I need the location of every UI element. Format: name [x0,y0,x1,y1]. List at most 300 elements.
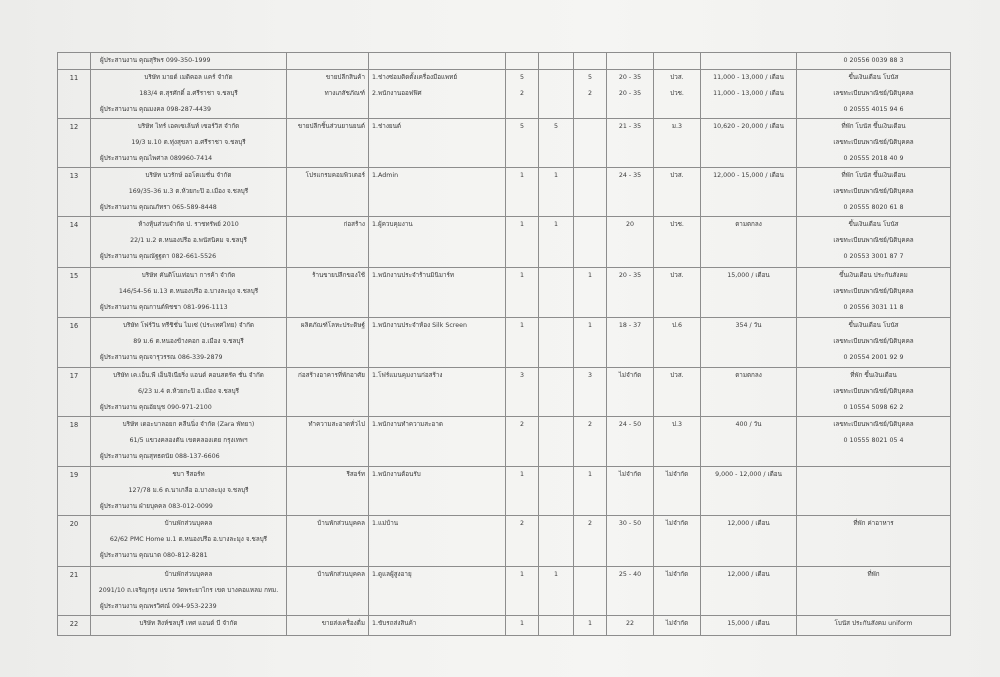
benefit-line: ขึ้นเงินเดือน โบนัส [848,221,899,228]
position-item: 1.ขับรถส่งสินค้า [372,620,417,627]
education-level: ปวส. [670,372,684,379]
cell-salary [701,616,797,636]
cell-male [539,318,574,368]
cell-age [607,467,654,516]
benefit-line: 0 20554 2001 92 9 [843,354,904,361]
cell-female [574,417,607,467]
benefit-line: ขึ้นเงินเดือน โบนัส [848,322,899,329]
cell-salary [701,318,797,368]
cell-salary [701,467,797,516]
cell-company [91,616,287,636]
cell-total [506,268,539,318]
cell-salary [701,119,797,168]
position-item: 1.ช่างยนต์ [372,123,401,130]
position-item: 1.ช่างซ่อมติดตั้งเครื่องมือแพทย์ [372,74,458,81]
cell-education [654,368,701,417]
cell-salary [701,567,797,616]
benefit-line: ขึ้นเงินเดือน ประกันสังคม [839,272,908,279]
cell-company [91,268,287,318]
age-range: 25 - 40 [618,571,642,578]
company-line: บ้านพักส่วนบุคคล [164,571,213,578]
total-count: 1 [519,620,524,627]
cell-company [91,119,287,168]
table-row [58,417,951,467]
total-count: 1 [519,221,524,228]
position-item: 1.พนักงานประจำร้านมินิมาร์ท [372,272,455,279]
education-level: ไม่จำกัด [665,620,689,627]
total-count: 1 [519,172,524,179]
cell-education [654,516,701,567]
company-line: บริษัท คันติโนเท่อนา การค้า จำกัด [141,272,236,279]
cell-positions [369,368,506,417]
cell-male [539,53,574,70]
cell-total [506,417,539,467]
cell-no [58,467,91,516]
cell-total [506,318,539,368]
cell-salary [701,268,797,318]
female-count: 1 [587,272,592,279]
company-line: ผู้ประสานงาน คุณอัยนุช 090-971-2100 [100,404,212,411]
cell-salary [701,417,797,467]
company-line: ผู้ประสานงาน คุณณัฐฐดา 082-661-5526 [100,253,217,260]
company-line: 22/1 ม.2 ต.หนองปรือ อ.พนัสนิคม จ.ชลบุรี [130,237,247,244]
position-item: 1.พนักงานทำความสะอาด [372,421,443,428]
cell-company [91,368,287,417]
cell-benefit [797,217,951,268]
cell-no [58,616,91,636]
company-line: 146/54-56 ม.13 ต.หนองปรือ อ.บางละมุง จ.ชลบุรี [118,288,259,295]
company-line: ผู้ประสานงาน คุณสุทธดนัย 088-137-6606 [100,453,220,460]
cell-education [654,168,701,217]
row-number: 21 [69,571,79,579]
education-level: ไม่จำกัด [665,471,689,478]
business-type: ร้านขายปลีกของใช้ [312,272,365,279]
cell-female [574,217,607,268]
cell-male [539,467,574,516]
education-level: ไม่จำกัด [665,571,689,578]
salary-text: 10,620 - 20,000 / เดือน [713,123,784,130]
cell-company [91,168,287,217]
cell-positions [369,217,506,268]
cell-age [607,168,654,217]
business-type: บ้านพักส่วนบุคคล [317,520,365,527]
cell-business [287,616,369,636]
cell-male [539,70,574,119]
business-type: ก่อสร้างอาคารที่พักอาศัย [298,372,365,379]
cell-benefit [797,467,951,516]
business-type: ขายปลีกชิ้นส่วนยานยนต์ [297,123,365,130]
cell-business [287,70,369,119]
total-count: 5 [519,123,524,130]
cell-no [58,516,91,567]
cell-female [574,70,607,119]
cell-business [287,168,369,217]
company-line: 61/5 แขวงคลองตัน เขตคลองเตย กรุงเทพฯ [129,437,248,444]
benefit-line: 0 10555 8021 05 4 [843,437,904,444]
row-number: 22 [69,620,79,628]
cell-business [287,268,369,318]
total-count: 2 [519,421,524,428]
total-count: 3 [519,372,524,379]
company-line: บริษัท โฟร์วิน ทรีชิชั่น ไมเซ่ (ประเทศไทย) จำกัด [123,322,254,329]
cell-benefit [797,119,951,168]
age-range: 22 [625,620,634,627]
age-range: 24 - 50 [618,421,642,428]
education-level: ปวส. [670,172,684,179]
cell-salary [701,70,797,119]
age-range: 20 [625,221,634,228]
position-item: 1.พนักงานประจำห้อง Silk Screen [372,322,467,329]
cell-company [91,217,287,268]
row-number: 11 [69,74,79,82]
cell-total [506,516,539,567]
company-line: 19/3 ม.10 ต.ทุ่งสุขลา อ.ศรีราชา จ.ชลบุรี [131,139,246,146]
company-line: 169/35-36 ม.3 ต.ห้วยกะปิ อ.เมือง จ.ชลบุรี [128,188,249,195]
total-count: 1 [519,571,524,578]
salary-text: 12,000 / เดือน [727,571,770,578]
business-type: ขายปลีกสินค้า [325,74,365,81]
cell-male [539,268,574,318]
age-range: 20 - 35 [618,74,642,81]
cell-positions [369,616,506,636]
cell-education [654,467,701,516]
total-count: 1 [519,272,524,279]
cell-no [58,217,91,268]
female-count: 3 [587,372,592,379]
business-type: ก่อสร้าง [343,221,365,228]
position-item: 2.พนักงานออฟฟิศ [372,90,422,97]
salary-text: ตามตกลง [735,221,762,228]
cell-total [506,368,539,417]
business-type: ขายส่งเครื่องดื่ม [321,620,365,627]
cell-positions [369,417,506,467]
total-count: 1 [519,322,524,329]
cell-business [287,516,369,567]
cell-positions [369,119,506,168]
business-type: โปรแกรมคอมพิวเตอร์ [305,172,365,179]
age-range: ไม่จำกัด [618,471,642,478]
female-count: 1 [587,471,592,478]
cell-age [607,119,654,168]
salary-text: 9,000 - 12,000 / เดือน [715,471,782,478]
female-count: 1 [587,620,592,627]
cell-benefit [797,268,951,318]
age-range: ไม่จำกัด [618,372,642,379]
cell-education [654,567,701,616]
cell-salary [701,368,797,417]
company-line: 62/62 PMC Home ม.1 ต.หนองปรือ อ.บางละมุง จ.ชลบุรี [109,536,268,543]
cell-total [506,119,539,168]
company-line: 2091/10 ถ.เจริญกรุง แขวง วัดพระยาไกร เขต บางคอแหลม กทม. [98,587,279,594]
total-count: 5 [519,74,524,81]
benefit-line: 0 20555 8020 61 8 [843,204,904,211]
cell-female [574,467,607,516]
cell-male [539,616,574,636]
cell-total [506,467,539,516]
benefit-line: 0 20555 4015 94 6 [843,106,904,113]
salary-text: 400 / วัน [735,421,762,428]
cell-female [574,168,607,217]
cell-no [58,567,91,616]
cell-no [58,368,91,417]
cell-age [607,53,654,70]
cell-benefit [797,368,951,417]
row-number: 19 [69,471,79,479]
position-item: 1.Admin [372,172,399,179]
row-number: 20 [69,520,79,528]
cell-no [58,168,91,217]
cell-benefit [797,318,951,368]
salary-text: 15,000 / เดือน [727,272,770,279]
cell-female [574,268,607,318]
company-line: ผู้ประสานงาน คุณมงคล 098-287-4439 [100,106,212,113]
total-count: 2 [519,520,524,527]
cell-company [91,567,287,616]
cell-education [654,217,701,268]
company-line: บริษัท สิงห์ชลบุรี เทศ แอนด์ บี จำกัด [139,620,238,627]
company-line: ห้างหุ้นส่วนจำกัด ป. ราชทรัพย์ 2010 [138,221,239,228]
business-type: รีสอร์ท [346,471,365,478]
cell-education [654,119,701,168]
cell-company [91,417,287,467]
cell-business [287,368,369,417]
row-number: 12 [69,123,79,131]
cell-age [607,567,654,616]
cell-female [574,616,607,636]
cell-total [506,168,539,217]
row-number: 15 [69,272,79,280]
table-row [58,268,951,318]
company-line: บ้านพักส่วนบุคคล [164,520,213,527]
cell-female [574,53,607,70]
cell-female [574,119,607,168]
cell-education [654,417,701,467]
age-range: 18 - 37 [618,322,642,329]
cell-positions [369,516,506,567]
female-count: 1 [587,322,592,329]
female-count: 2 [587,520,592,527]
company-line: ผู้ประสานงาน คุณพรวิศณ์ 094-953-2239 [100,603,217,610]
cell-no [58,318,91,368]
salary-text: 12,000 - 15,000 / เดือน [713,172,784,179]
cell-benefit [797,53,951,70]
education-level: ปวช. [670,90,684,97]
benefit-line: โบนัส ประกันสังคม uniform [834,620,913,627]
cell-company [91,516,287,567]
company-line: ผู้ประสานงาน คุณกานต์พิชชา 081-996-1113 [100,304,228,311]
age-range: 24 - 35 [618,172,642,179]
education-level: ปวส. [670,74,684,81]
salary-text: 11,000 - 13,000 / เดือน [713,90,784,97]
cell-positions [369,567,506,616]
company-line: บริษัท เค.เอ็น.พี เอ็นจิเนียริ่ง แอนด์ คอนสตรัค ชั่น จำกัด [113,372,264,379]
benefit-line: เลขทะเบียนพาณิชย์/นิติบุคคล [833,90,914,97]
business-type: ผลิตภัณฑ์โลหะประดิษฐ์ [300,322,365,329]
table-row-partial-top [58,53,951,70]
female-count: 5 [587,74,592,81]
business-type: บ้านพักส่วนบุคคล [317,571,365,578]
cell-age [607,70,654,119]
salary-text: 354 / วัน [735,322,762,329]
benefit-line: เลขทะเบียนพาณิชย์/นิติบุคคล [833,421,914,428]
benefit-line: เลขทะเบียนพาณิชย์/นิติบุคคล [833,338,914,345]
position-item: 1.ดูแลผู้สูงอายุ [372,571,412,578]
company-line: บริษัท มายด์ เมดิคอล แคร์ จำกัด [144,74,233,81]
company-line: ผู้ประสานงาน คุณจารุวรรณ 086-339-2879 [100,354,223,361]
benefit-line: 0 20556 3031 11 8 [843,304,904,311]
total-count: 1 [519,471,524,478]
cell-benefit [797,70,951,119]
cell-business [287,467,369,516]
cell-total [506,70,539,119]
company-line: ผู้ประสานงาน คุณณภัทรา 065-589-8448 [100,204,217,211]
cell-total [506,616,539,636]
cell-business [287,217,369,268]
company-line: ผู้ประสานงาน คุณนาด 080-812-8281 [100,552,208,559]
cell-age [607,368,654,417]
benefit-line: ที่พัก โบนัส ขึ้นเงินเดือน [841,172,906,179]
cell-male [539,368,574,417]
cell-salary [701,516,797,567]
cell-salary [701,53,797,70]
benefit-line: ที่พัก ค่าอาหาร [853,520,894,527]
company-line: บริษัท นวรักษ์ ออโตเมชั่น จำกัด [145,172,232,179]
total-count: 2 [519,90,524,97]
female-count: 2 [587,421,592,428]
cell-positions [369,467,506,516]
cell-male [539,567,574,616]
cell-total [506,567,539,616]
cell-male [539,119,574,168]
cell-age [607,516,654,567]
cell-salary [701,217,797,268]
cell-education [654,616,701,636]
table-row [58,567,951,616]
cell-no [58,268,91,318]
education-level: ป.3 [671,421,682,428]
company-line: 6/23 ม.4 ต.ห้วยกะปิ อ.เมือง จ.ชลบุรี [137,388,240,395]
table-row [58,467,951,516]
cell-business [287,119,369,168]
education-level: ม.3 [671,123,683,130]
cell-male [539,168,574,217]
cell-education [654,53,701,70]
registration-number: 0 20556 0039 88 3 [843,57,904,64]
cell-age [607,318,654,368]
cell-business [287,567,369,616]
company-line: ผู้ประสานงาน คุณไพศาล 089960-7414 [100,155,213,162]
row-number: 18 [69,421,79,429]
row-number: 13 [69,172,79,180]
position-item: 1.ผู้ควบคุมงาน [372,221,413,228]
benefit-line: เลขทะเบียนพาณิชย์/นิติบุคคล [833,139,914,146]
company-line: บริษัท เดอะบาลอยก คลีนนิ่ง จำกัด (Zara พัทยา) [122,421,255,428]
cell-company [91,70,287,119]
cell-company [91,467,287,516]
cell-education [654,70,701,119]
cell-business [287,53,369,70]
cell-business [287,318,369,368]
cell-benefit [797,168,951,217]
table-row [58,119,951,168]
cell-male [539,217,574,268]
cell-benefit [797,616,951,636]
benefit-line: เลขทะเบียนพาณิชย์/นิติบุคคล [833,237,914,244]
cell-male [539,516,574,567]
cell-education [654,318,701,368]
job-listing-table-area [57,52,950,628]
female-count: 2 [587,90,592,97]
row-number: 14 [69,221,79,229]
benefit-line: เลขทะเบียนพาณิชย์/นิติบุคคล [833,188,914,195]
cell-age [607,616,654,636]
job-listing-table [57,52,951,636]
position-item: 1.พนักงานต้อนรับ [372,471,421,478]
cell-company [91,318,287,368]
position-item: 1.แม่บ้าน [372,520,399,527]
age-range: 21 - 35 [618,123,642,130]
cell-benefit [797,417,951,467]
cell-no [58,417,91,467]
benefit-line: ที่พัก โบนัส ขึ้นเงินเดือน [841,123,906,130]
table-row [58,318,951,368]
benefit-line: 0 20555 2018 40 9 [843,155,904,162]
cell-salary [701,168,797,217]
contact-text: ผู้ประสานงาน คุณสุริพร 099-350-1999 [100,57,211,64]
cell-female [574,318,607,368]
education-level: ปวช. [670,221,684,228]
benefit-line: ที่พัก [867,571,880,578]
cell-positions [369,70,506,119]
benefit-line: 0 20553 3001 87 7 [843,253,904,260]
salary-text: ตามตกลง [735,372,762,379]
table-row [58,168,951,217]
benefit-line: ที่พัก ขึ้นเงินเดือน [850,372,897,379]
cell-business [287,417,369,467]
education-level: ป.6 [671,322,682,329]
male-count: 1 [553,571,558,578]
company-line: 183/4 ต.สุรศักดิ์ อ.ศรีราชา จ.ชลบุรี [139,90,238,97]
male-count: 1 [553,172,558,179]
cell-positions [369,168,506,217]
cell-company [91,53,287,70]
cell-education [654,268,701,318]
salary-text: 11,000 - 13,000 / เดือน [713,74,784,81]
cell-no [58,53,91,70]
company-line: 127/78 ม.6 ต.นาเกลือ อ.บางละมุง จ.ชลบุรี [128,487,249,494]
salary-text: 12,000 / เดือน [727,520,770,527]
cell-age [607,217,654,268]
table-row [58,368,951,417]
benefit-line: เลขทะเบียนพาณิชย์/นิติบุคคล [833,288,914,295]
cell-male [539,417,574,467]
table-row [58,516,951,567]
company-line: ผู้ประสานงาน ฝ่ายบุคคล 083-012-0099 [100,503,213,510]
row-number: 17 [69,372,79,380]
male-count: 5 [553,123,558,130]
cell-female [574,368,607,417]
cell-positions [369,268,506,318]
age-range: 20 - 35 [618,90,642,97]
cell-age [607,417,654,467]
age-range: 30 - 50 [618,520,642,527]
cell-positions [369,318,506,368]
business-type: ทางเภสัชภัณฑ์ [324,90,365,97]
cell-benefit [797,516,951,567]
education-level: ปวส. [670,272,684,279]
male-count: 1 [553,221,558,228]
cell-no [58,119,91,168]
